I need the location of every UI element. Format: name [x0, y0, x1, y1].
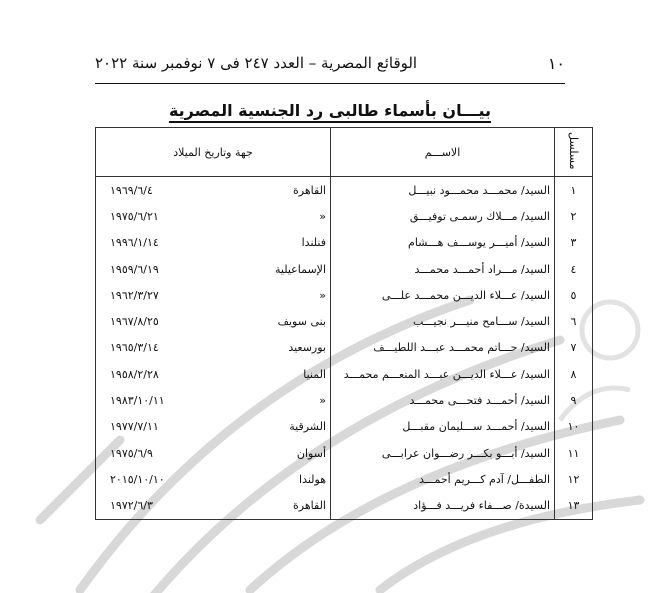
row-name: السيد/ أبـــو بكـــر رضـــوان عرابـــى	[331, 440, 555, 466]
table-row	[96, 282, 593, 308]
header-rule	[95, 83, 565, 84]
row-birthplace: المنيا	[303, 367, 326, 381]
row-serial: ٤	[555, 256, 593, 282]
row-name: السيد/ عـــلاء الديـــن عبـــد المنعـــم محمـــد	[331, 361, 555, 387]
row-birthplace: «	[319, 209, 326, 223]
row-birthdate: ١٩٧٢/٦/٣	[110, 499, 153, 513]
row-serial: ٩	[555, 387, 593, 413]
row-birthdate: ١٩٦٧/٨/٢٥	[110, 315, 159, 329]
row-birthplace: أسوان	[296, 446, 326, 460]
row-serial: ١٢	[555, 466, 593, 492]
table-row	[96, 230, 593, 256]
row-name: السيد/ حـــاتم محمـــد عبـــد اللطيـــف	[331, 335, 555, 361]
row-serial: ١٣	[555, 493, 593, 520]
row-serial: ٨	[555, 361, 593, 387]
row-serial: ٢	[555, 203, 593, 229]
row-birthdate: ١٩٧٥/٦/٢١	[110, 209, 159, 223]
table-row	[96, 361, 593, 387]
row-birthdate: ١٩٧٥/٦/٩	[110, 446, 153, 460]
row-birthdate: ١٩٩٦/١/١٤	[110, 236, 159, 250]
row-serial: ١٠	[555, 414, 593, 440]
row-serial: ١	[555, 177, 593, 204]
row-birthplace: فنلندا	[301, 236, 326, 250]
table-title	[95, 101, 565, 120]
row-name: السيد/ ســـامح منيـــر نجيـــب	[331, 308, 555, 334]
row-name: السيد/ مـــراد أحمـــد محمـــد	[331, 256, 555, 282]
row-name: السيدة/ صـــفاء فريـــد فـــؤاد	[331, 493, 555, 520]
table-header-row	[96, 128, 593, 177]
row-birthplace: الشرقية	[289, 420, 326, 434]
row-birthdate: ١٩٥٩/٦/١٩	[110, 262, 159, 276]
row-birthplace: هولندا	[299, 472, 326, 486]
row-birthdate: ١٩٥٨/٢/٢٨	[110, 367, 159, 381]
page-header	[95, 48, 565, 78]
table-row	[96, 177, 593, 204]
row-birthdate: ١٩٨٣/١٠/١١	[110, 394, 165, 408]
table-row	[96, 466, 593, 492]
column-header-serial: مسلسل	[555, 128, 593, 177]
row-birthdate: ١٩٦٩/٦/٤	[110, 183, 153, 197]
table-row	[96, 440, 593, 466]
applicants-table	[95, 127, 593, 520]
table-row	[96, 256, 593, 282]
table-row	[96, 414, 593, 440]
row-birthdate: ٢٠١٥/١٠/١٠	[110, 472, 165, 486]
row-birthplace: بنى سويف	[277, 315, 326, 329]
column-header-birth: جهة وتاريخ الميلاد	[96, 128, 331, 177]
row-serial: ٣	[555, 230, 593, 256]
row-birthplace: «	[319, 288, 326, 302]
row-birthdate: ١٩٧٧/٧/١١	[110, 420, 159, 434]
row-name: السيد/ أحمـــد ســـليمان مقبـــل	[331, 414, 555, 440]
row-serial: ٦	[555, 308, 593, 334]
table-row	[96, 203, 593, 229]
column-header-name: الاســـم	[331, 128, 555, 177]
row-birthdate: ١٩٦٢/٣/٢٧	[110, 288, 159, 302]
table-row	[96, 387, 593, 413]
row-name: السيد/ عـــلاء الديـــن محمـــد علـــى	[331, 282, 555, 308]
row-birthdate: ١٩٦٥/٣/١٤	[110, 341, 159, 355]
row-name: السيد/ أميـــر يوســـف هـــشام	[331, 230, 555, 256]
row-name: الطفـــل/ آدم كـــريم أحمـــد	[331, 466, 555, 492]
table-title-text: بيـــان بأسماء طالبى رد الجنسية المصرية	[169, 101, 491, 123]
row-serial: ٧	[555, 335, 593, 361]
table-row	[96, 493, 593, 520]
row-birthplace: القاهرة	[293, 499, 326, 513]
row-birthplace: «	[319, 394, 326, 408]
row-name: السيد/ محمـــد محمـــود نبيـــل	[331, 177, 555, 204]
row-serial: ٥	[555, 282, 593, 308]
page-number: ١٠	[547, 53, 565, 73]
row-birthplace: بورسعيد	[288, 341, 326, 355]
table-body	[96, 177, 593, 520]
row-birthplace: القاهرة	[293, 183, 326, 197]
row-serial: ١١	[555, 440, 593, 466]
row-name: السيد/ مـــلاك رسمـى توفيـــق	[331, 203, 555, 229]
row-name: السيد/ أحمـــد فتحـــى محمـــد	[331, 387, 555, 413]
row-birthplace: الإسماعيلية	[275, 262, 326, 276]
table-row	[96, 308, 593, 334]
table-row	[96, 335, 593, 361]
gazette-title: الوقائع المصرية – العدد ٢٤٧ فى ٧ نوفمبر سنة ٢٠٢٢	[95, 54, 418, 72]
